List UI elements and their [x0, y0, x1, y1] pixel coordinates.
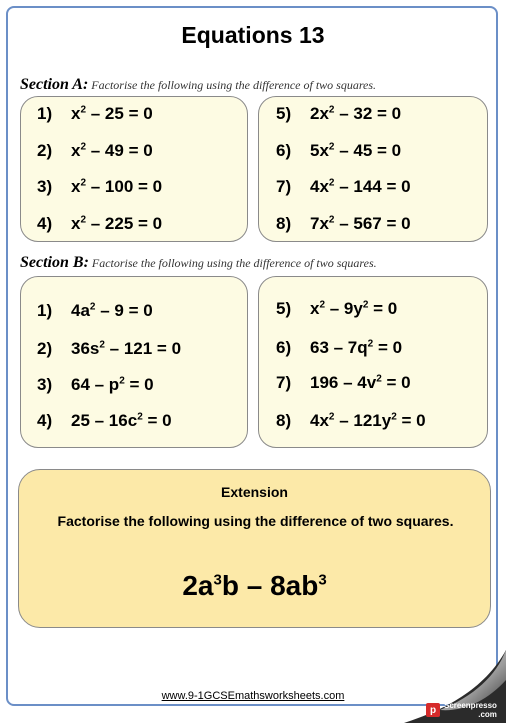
question-b6: 6) $63 - 7q^2 = 0$ — [276, 338, 403, 357]
question-b3: 3) $64 - p^2 = 0$ — [37, 375, 154, 394]
question-a3: 3) $x^2 - 100 = 0$ — [37, 177, 163, 196]
watermark — [426, 700, 497, 720]
page-title: Equations 13 — [181, 22, 325, 48]
extension-box — [18, 469, 491, 628]
question-a6: 6) $5x^2 - 45 = 0$ — [276, 141, 402, 160]
question-b4: 4) $25 - 16c^2 = 0$ — [37, 411, 172, 430]
question-b2: 2) $36s^2 - 121 = 0$ — [37, 339, 182, 358]
section-b-instruction: Factorise the following using the difference of two squares. — [91, 256, 377, 270]
extension-equation: $2a^3b - 8ab^3$ — [182, 570, 327, 601]
question-a4: 4) $x^2 - 225 = 0$ — [37, 214, 163, 233]
question-a8: 8) $7x^2 - 567 = 0$ — [276, 214, 411, 233]
question-a1: 1) $x^2 - 25 = 0$ — [37, 104, 153, 123]
section-b-heading — [20, 254, 377, 272]
question-b8: 8) $4x^2 - 121y^2 = 0$ — [276, 411, 426, 430]
question-b7: 7) $196 - 4v^2 = 0$ — [276, 373, 411, 392]
extension-instruction: Factorise the following using the difference of two squares. — [57, 513, 454, 529]
question-a5: 5) $2x^2 - 32 = 0$ — [276, 104, 402, 123]
question-a7: 7) $4x^2 - 144 = 0$ — [276, 177, 411, 196]
section-a-heading — [20, 76, 376, 94]
question-a2: 2) $x^2 - 49 = 0$ — [37, 141, 153, 160]
screenpresso-logo-icon: p — [426, 703, 440, 717]
extension-title: Extension — [221, 484, 288, 500]
section-b-name: Section B: — [20, 254, 89, 271]
question-b5: 5) $x^2 - 9y^2 = 0$ — [276, 299, 398, 318]
footer-link[interactable]: www.9-1GCSEmathsworksheets.com — [161, 690, 345, 702]
watermark-text: Screenpresso .com — [444, 701, 497, 719]
section-a-instruction: Factorise the following using the difference of two squares. — [91, 78, 377, 92]
question-b1: 1) $4a^2 - 9 = 0$ — [37, 301, 153, 320]
section-a-name: Section A: — [20, 76, 89, 93]
